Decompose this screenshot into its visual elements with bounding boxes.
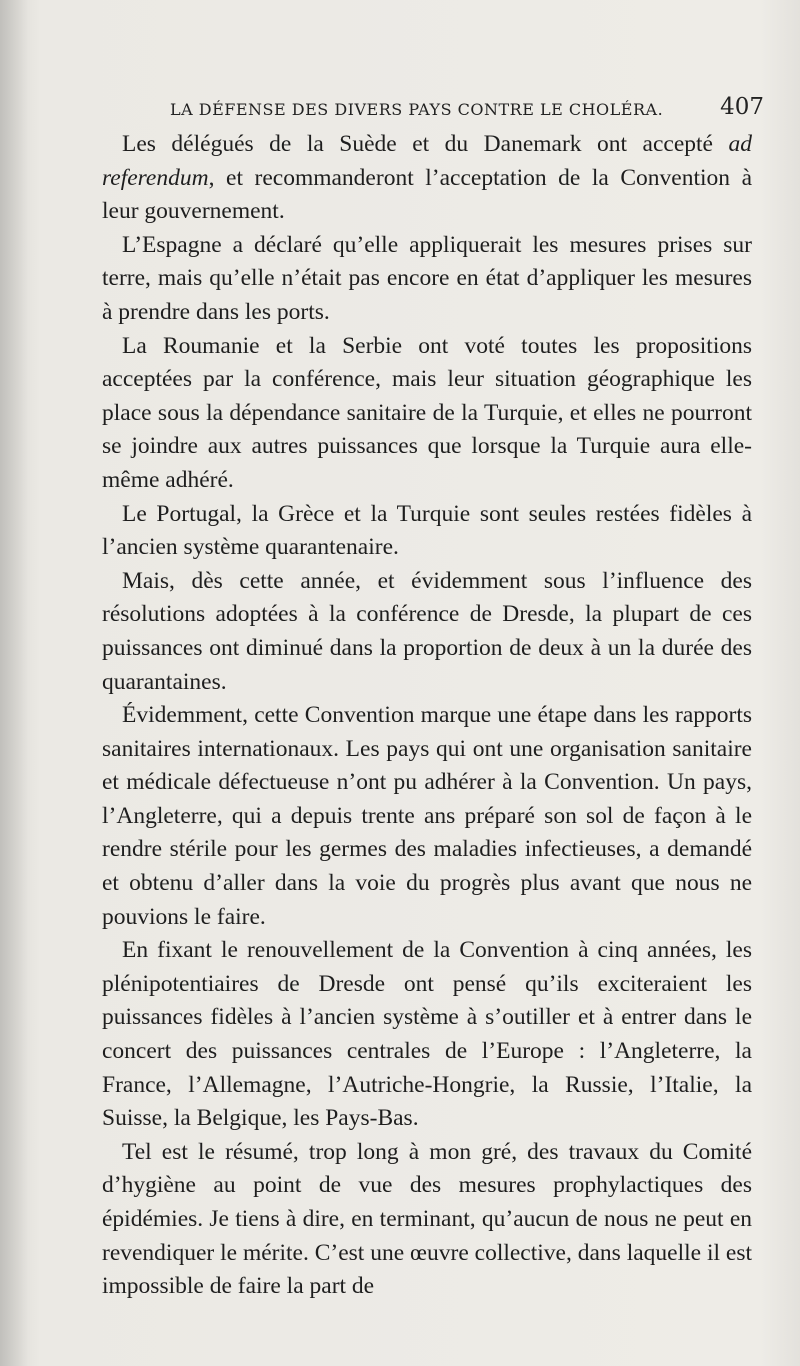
paragraph-3: La Roumanie et la Serbie ont voté toutes les propositions acceptées par la conférence, mais leur situation géographique les place sous la dépendance sanitaire de la Turquie, et elles ne pourront se joindre aux autres puissances que lorsque la Turquie aura elle-même adhéré. — [102, 332, 752, 493]
running-header — [170, 94, 770, 124]
binding-shadow — [0, 0, 28, 1366]
page-number: 407 — [720, 94, 764, 120]
running-head-title: LA DÉFENSE DES DIVERS PAYS CONTRE LE CHOLÉRA. — [170, 100, 664, 119]
paragraph-1 — [102, 128, 752, 229]
paragraph-1-italic: ad referendum — [102, 131, 752, 191]
paragraph-7: En fixant le renouvellement de la Convention à cinq années, les plénipotentiaires de Dresde ont pensé qu’ils exciteraient les puissances fidèles à l’ancien système à s’outiller et à entrer dans le concert des puissances centrales de l’Europe : l’Angleterre, la France, l’Allemagne, l’Autriche-Hongrie, la Russie, l’Italie, la Suisse, la Belgique, les Pays-Bas. — [102, 937, 752, 1132]
paragraph-1-start: Les délégués de la Suède et du Danemark ont accepté — [122, 131, 729, 157]
paragraph-2: L’Espagne a déclaré qu’elle appliquerait les mesures prises sur terre, mais qu’elle n’était pas encore en état d’appliquer les mesures à prendre dans les ports. — [102, 231, 752, 325]
body-text — [102, 128, 752, 1304]
paragraph-1-end: , et recommanderont l’acceptation de la Convention à leur gouvernement. — [102, 164, 752, 225]
paragraph-6: Évidemment, cette Convention marque une étape dans les rapports sanitaires internationaux. Les pays qui ont une organisation sanitaire et médicale défectueuse n’ont pu adhérer à la Convention. Un pays, l’Angleterre, qui a depuis trente ans préparé son sol de façon à le rendre stérile pour les germes des maladies infectieuses, a demandé et obtenu d’aller dans la voie du progrès plus avant que nous ne pouvions le faire. — [102, 702, 752, 930]
paragraph-8: Tel est le résumé, trop long à mon gré, des travaux du Comité d’hygiène au point de vue des mesures prophylactiques des épidémies. Je tiens à dire, en terminant, qu’aucun de nous ne peut en revendiquer le mérite. C’est une œuvre collective, dans laquelle il est impossible de faire la part de — [102, 1138, 752, 1300]
paragraph-5: Mais, dès cette année, et évidemment sous l’influence des résolutions adoptées à la conférence de Dresde, la plupart de ces puissances ont diminué dans la proportion de deux à un la durée des quarantaines. — [102, 567, 752, 695]
paragraph-4: Le Portugal, la Grèce et la Turquie sont seules restées fidèles à l’ancien système quarantenaire. — [102, 500, 752, 561]
